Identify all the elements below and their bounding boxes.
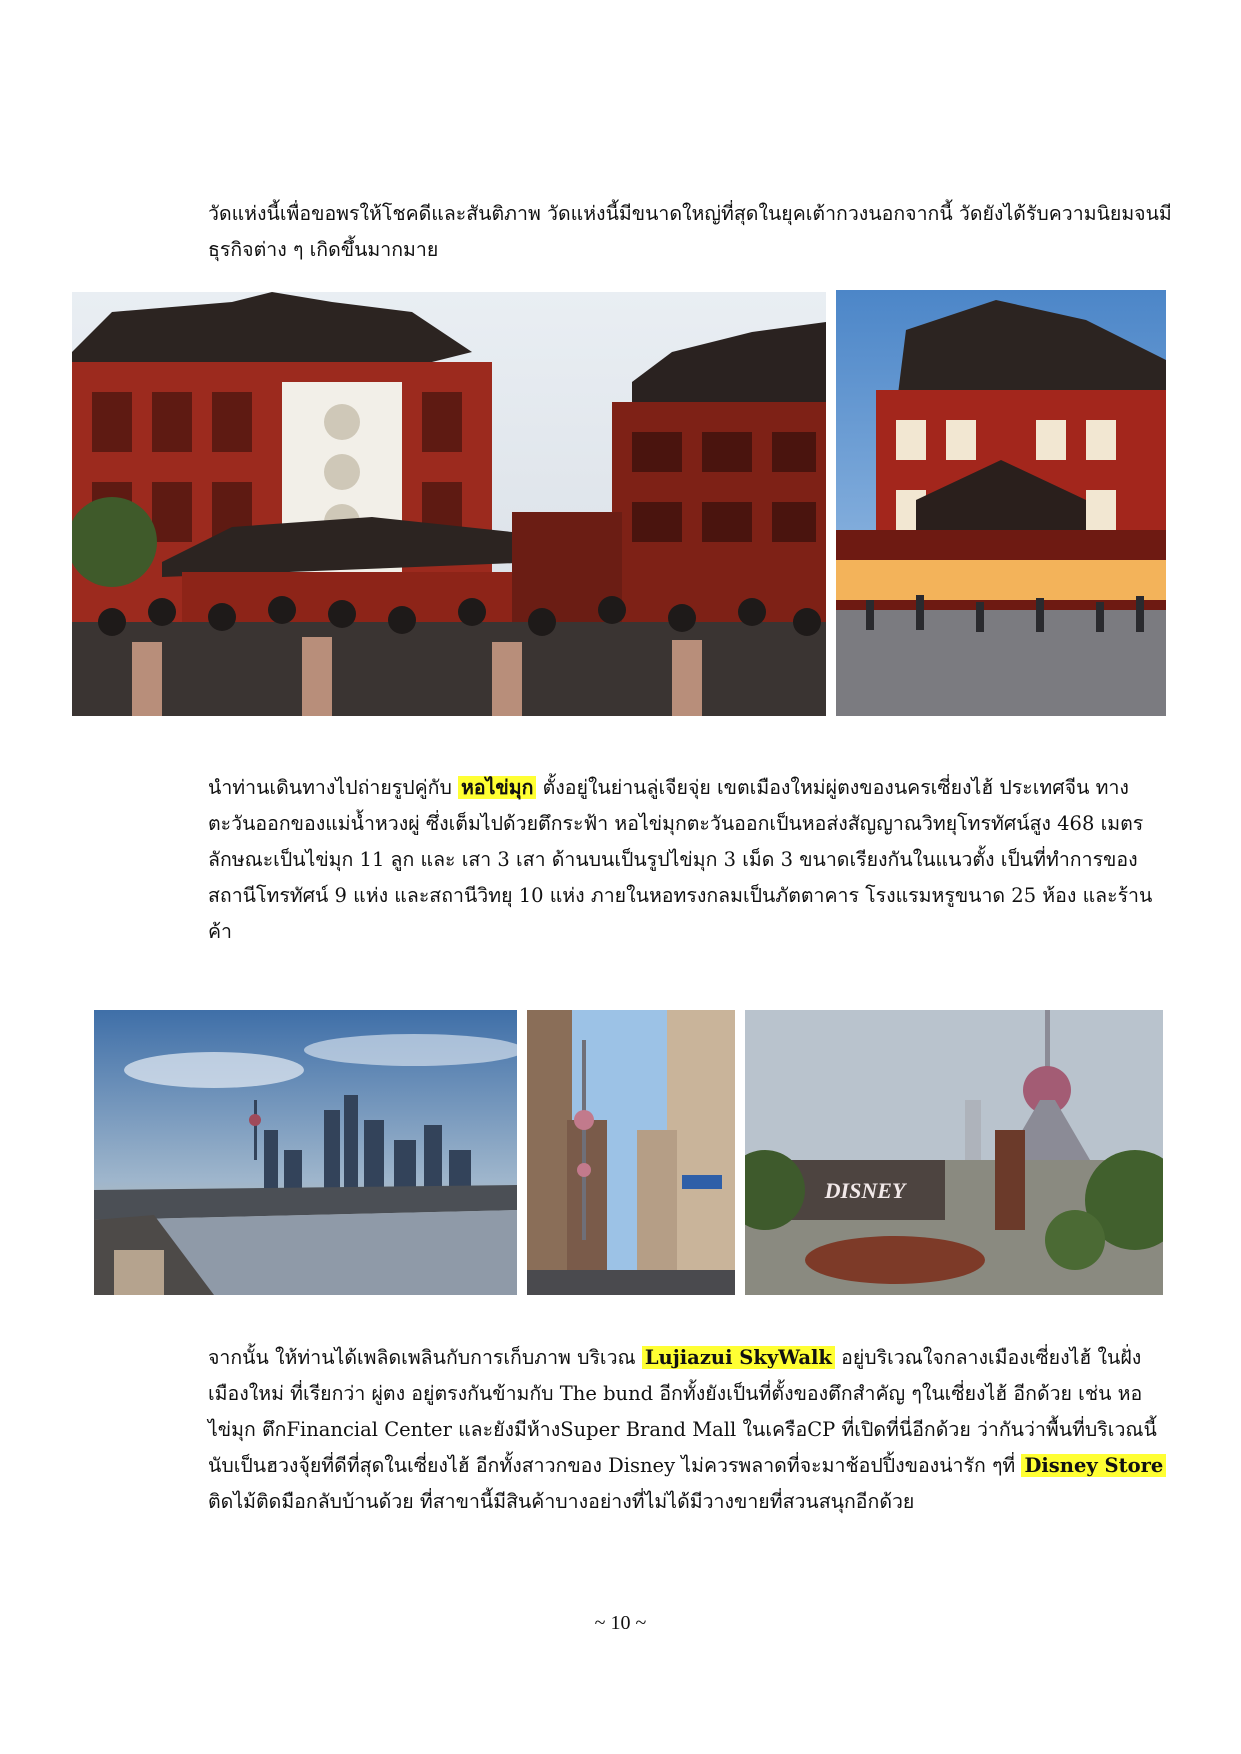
photo-street-view-tower (527, 1010, 735, 1295)
paragraph-3-part-3: ติดไม้ติดมือกลับบ้านด้วย ที่สาขานี้มีสินค้าบางอย่างที่ไม่ได้มีวางขายที่สวนสนุกอีกด้วย (208, 1490, 915, 1513)
paragraph-oriental-pearl-tower (208, 770, 1172, 950)
photo-pudong-skyline-river (94, 1010, 517, 1295)
page-number: ~ 10 ~ (594, 1612, 647, 1634)
paragraph-2-after: ตั้งอยู่ในย่านลู่เจียจุ่ย เขตเมืองใหม่ผู่ตงของนครเซี่ยงไฮ้ ประเทศจีน ทางตะวันออกของแม่น้ำหวงผู่ ซึ่งเต็มไปด้วยตึกระฟ้า หอไข่มุกตะวันออกเป็นหอส่งสัญญาณวิทยุโทรทัศน์สูง 468 เมตร ลักษณะเป็นไข่มุก 11 ลูก และ เสา 3 เสา ด้านบนเป็นรูปไข่มุก 3 เม็ด 3 ขนาดเรียงกันในแนวตั้ง เป็นที่ทำการของสถานีโทรทัศน์ 9 แห่ง และสถานีวิทยุ 10 แห่ง ภายในหอทรงกลมเป็นภัตตาคาร โรงแรมหรูขนาด 25 ห้อง และร้านค้า (208, 776, 1153, 943)
photo-disney-store-plaza (745, 1010, 1163, 1295)
paragraph-1-text: วัดแห่งนี้เพื่อขอพรให้โชคดีและสันติภาพ วัดแห่งนี้มีขนาดใหญ่ที่สุดในยุคเต้ากวงนอกจากนี้ วัดยังได้รับความนิยมจนมีธุรกิจต่าง ๆ เกิดขึ้นมากมาย (208, 202, 1172, 261)
disney-sign-text: DISNEY (824, 1178, 906, 1203)
highlight-skywalk: Lujiazui SkyWalk (642, 1346, 835, 1369)
photo-yuyuan-old-street (72, 292, 826, 716)
photo-yuyuan-bazaar-evening (836, 290, 1166, 716)
paragraph-3-part-1: จากนั้น ให้ท่านได้เพลิดเพลินกับการเก็บภาพ บริเวณ (208, 1346, 642, 1369)
highlight-pearl-tower: หอไข่มุก (458, 776, 536, 799)
paragraph-3-part-2: อยู่บริเวณใจกลางเมืองเซี่ยงไฮ้ ในฝั่งเมืองใหม่ ที่เรียกว่า ผู่ตง อยู่ตรงกันข้ามกับ The bund อีกทั้งยังเป็นที่ตั้งของตึกสำคัญ ๆในเซี่ยงไฮ้ อีกด้วย เช่น หอไข่มุก ตึกFinancial Center และยังมีห้างSuper Brand Mall ในเครือCP ที่เปิดที่นี่อีกด้วย ว่ากันว่าพื้นที่บริเวณนี้นับเป็นฮวงจุ้ยที่ดีที่สุดในเซี่ยงไฮ้ อีกทั้งสาวกของ Disney ไม่ควรพลาดที่จะมาช้อปปิ้งของน่ารัก ๆที่ (208, 1346, 1157, 1477)
paragraph-lujiazui-skywalk (208, 1340, 1172, 1520)
paragraph-temple-intro (208, 196, 1172, 268)
paragraph-2-before: นำท่านเดินทางไปถ่ายรูปคู่กับ (208, 776, 459, 799)
highlight-disney-store: Disney Store (1021, 1454, 1166, 1477)
